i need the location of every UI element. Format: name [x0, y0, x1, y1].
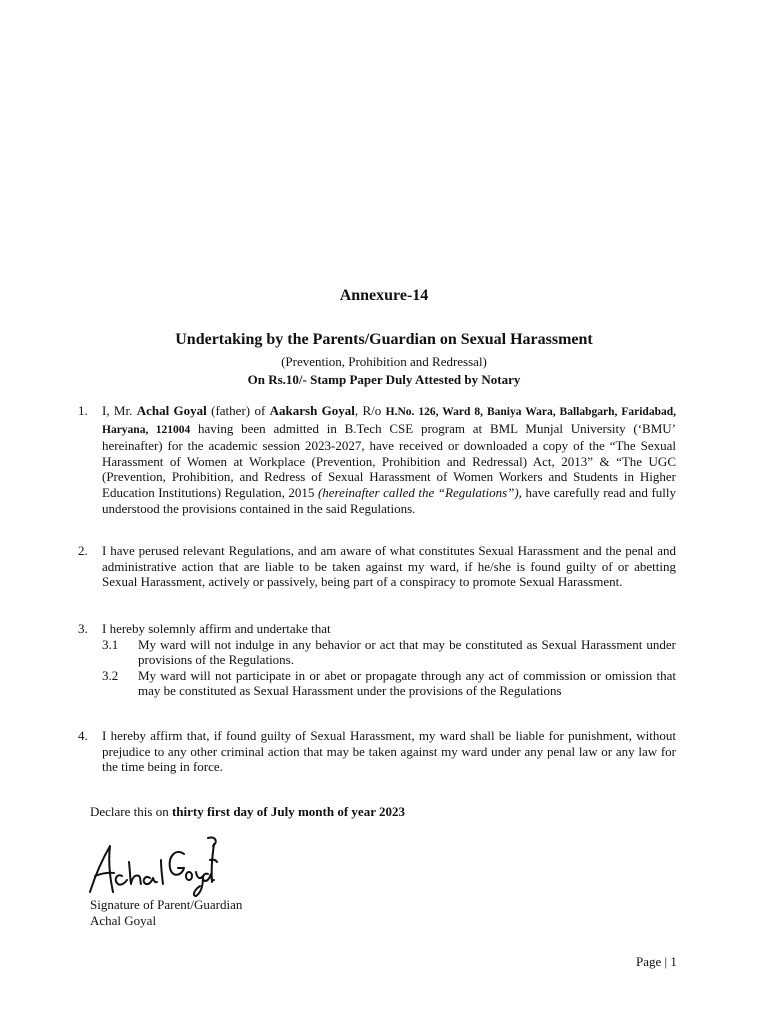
- page-number: Page | 1: [636, 954, 677, 969]
- declaration-prefix: Declare this on: [90, 804, 172, 819]
- list-item-number: 1.: [78, 403, 88, 418]
- declaration-line: [90, 804, 405, 820]
- sub-item-number: 3.2: [102, 667, 119, 683]
- list-item-text: [102, 403, 676, 516]
- document-title: Undertaking by the Parents/Guardian on Sexual Harassment: [175, 331, 593, 348]
- sub-item-number: 3.1: [102, 636, 119, 652]
- residential-address: H.No. 126, Ward 8, Baniya Wara, Ballabgarh, Faridabad, Haryana, 121004: [102, 406, 676, 436]
- sub-item-text: My ward will not participate in or abet or propagate through any act of commission or omission that may be constituted as Sexual Harassment under the provisions of the Regulations: [138, 667, 676, 699]
- signature-block: [90, 897, 242, 929]
- list-item-number: 4.: [78, 728, 88, 743]
- signatory-name: Achal Goyal: [90, 913, 157, 928]
- text-run: , R/o: [354, 403, 386, 418]
- text-run: having been admitted in B.Tech CSE program at BML Munjal University (‘BMU’ hereinafter) for the academic session 2023-2027, have received or downloaded a copy of the “The Sexual Harassment of Women at Workplace (Prevention, Prohibition and Redressal) Act, 2013” & “The UGC (Prevention, Prohibition, and Redress of Sexual Harassment of Women Workers and Students in Higher Education Institutions) Regulation, 2015: [102, 420, 676, 500]
- father-name: Achal Goyal: [136, 403, 207, 418]
- text-run: (father) of: [206, 403, 270, 418]
- list-item-text: I have perused relevant Regulations, and am aware of what constitutes Sexual Harassment and the penal and administrative action that are liable to be taken against my ward, if he/she is found guilty of or abetting Sexual Harassment, actively or passively, being part of a conspiracy to promote Sexual Harassment.: [102, 543, 676, 590]
- declaration-date: thirty first day of July month of year 2023: [171, 804, 405, 819]
- text-run: I, Mr.: [102, 403, 137, 418]
- ward-name: Aakarsh Goyal: [269, 403, 355, 418]
- list-item-text: I hereby solemnly affirm and undertake that: [102, 621, 331, 636]
- signature-label: Signature of Parent/Guardian: [90, 897, 243, 912]
- list-item-number: 3.: [78, 621, 88, 636]
- text-run: have carefully read and fully understood the provisions contained in the said Regulations.: [102, 484, 676, 516]
- regulations-definition: (hereinafter called the “Regulations”),: [317, 484, 522, 500]
- annexure-heading: Annexure-14: [339, 287, 429, 304]
- document-subtitle: (Prevention, Prohibition and Redressal): [281, 354, 487, 369]
- list-item-text: I hereby affirm that, if found guilty of Sexual Harassment, my ward shall be liable for punishment, without prejudice to any other criminal action that may be taken against my ward under any penal law or any law for the time being in force.: [102, 728, 676, 775]
- stamp-paper-note: On Rs.10/- Stamp Paper Duly Attested by Notary: [247, 372, 521, 387]
- handwritten-signature: [86, 836, 218, 898]
- list-item-number: 2.: [78, 543, 88, 558]
- sub-item-text: My ward will not indulge in any behavior or act that may be constituted as Sexual Harassment under provisions of the Regulations.: [138, 636, 676, 668]
